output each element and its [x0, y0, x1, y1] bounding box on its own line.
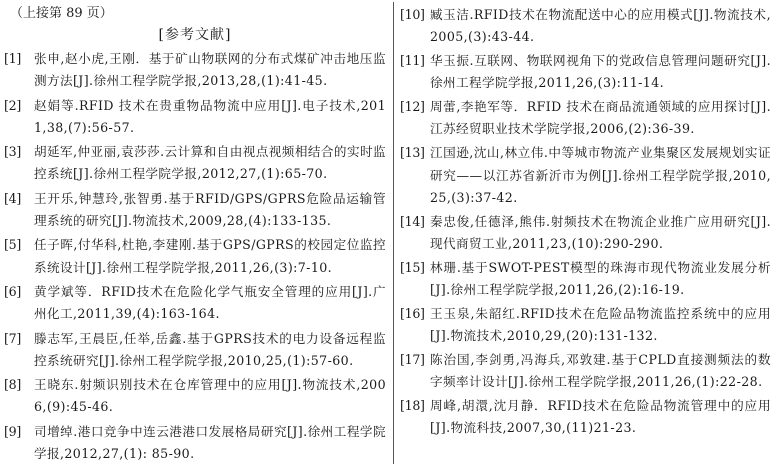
- reference-item: [400, 395, 771, 440]
- reference-number: [7]: [4, 330, 21, 346]
- reference-text: 秦忠俊,任德泽,熊伟.射频技术在物流企业推广应用研究[J].现代商贸工业,2011,23,(10):290-290.: [430, 213, 771, 251]
- reference-number: [1]: [4, 51, 21, 66]
- reference-number: [14]: [400, 213, 425, 229]
- reference-text: 周蕾,李艳军等．RFID 技术在商品流通领域的应用探讨[J].江苏经贸职业技术学院学报,2006,(2):36-39.: [430, 99, 771, 137]
- reference-item: [400, 4, 771, 49]
- reference-item: [4, 95, 386, 140]
- reference-item: [4, 234, 386, 279]
- reference-number: [12]: [400, 99, 425, 115]
- reference-text: 黄学斌等．RFID技术在危险化学气瓶安全管理的应用[J].广州化工,2011,39,(4):163-164.: [34, 283, 386, 322]
- reference-number: [15]: [400, 259, 425, 275]
- reference-number: [18]: [400, 398, 425, 414]
- right-column: [400, 0, 771, 466]
- reference-number: [17]: [400, 351, 425, 367]
- reference-item: [400, 349, 771, 394]
- reference-text: 任子晖,付华科,杜艳,李建刚.基于GPS/GPRS的校园定位监控系统设计[J].徐州工程学院学报,2011,26,(3):7-10.: [34, 237, 386, 275]
- reference-item: [4, 374, 386, 419]
- reference-number: [4]: [4, 190, 21, 206]
- reference-item: [4, 328, 386, 373]
- reference-number: [6]: [4, 283, 21, 299]
- reference-text: 张申,赵小虎,王刚．基于矿山物联网的分布式煤矿冲击地压监测方法[J].徐州工程学院学报,2013,28,(1):41-45.: [34, 51, 386, 89]
- reference-text: 司增绰.港口竞争中连云港港口发展格局研究[J].徐州工程学院学报,2012,27,(1): 85-90.: [34, 423, 386, 462]
- reference-item: [400, 50, 771, 95]
- reference-item: [4, 141, 386, 186]
- reference-number: [5]: [4, 237, 21, 253]
- reference-text: 陈治国,李剑勇,冯海兵,邓敦建.基于CPLD直接测频法的数字频率计设计[J].徐州工程学院学报,2011,26,(1):22-28.: [430, 351, 771, 390]
- reference-number: [10]: [400, 7, 425, 22]
- reference-text: 臧玉洁.RFID技术在物流配送中心的应用模式[J].物流技术,2005,(3):43-44.: [430, 7, 771, 45]
- reference-text: 王晓东.射频识别技术在仓库管理中的应用[J].物流技术,2006,(9):45-46.: [34, 377, 386, 415]
- reference-number: [2]: [4, 97, 21, 113]
- reference-number: [11]: [400, 53, 425, 69]
- reference-item: [4, 281, 386, 326]
- reference-item: [400, 142, 771, 209]
- reference-text: 胡延军,仲亚丽,袁莎莎.云计算和自由视点视频相结合的实时监控系统[J].徐州工程学院学报,2012,27,(1):65-70.: [34, 144, 386, 182]
- reference-number: [9]: [4, 423, 21, 439]
- reference-item: [400, 211, 771, 256]
- reference-text: 赵娟等.RFID 技术在贵重物品物流中应用[J].电子技术,2011,38,(7):56-57.: [34, 97, 386, 135]
- reference-number: [13]: [400, 145, 425, 161]
- reference-item: [4, 188, 386, 233]
- column-divider: [393, 2, 394, 464]
- reference-text: 王玉泉,朱韶红.RFID技术在危险品物流监控系统中的应用[J].物流技术,2010,29,(20):131-132.: [430, 305, 771, 344]
- reference-number: [3]: [4, 144, 21, 160]
- left-column: [4, 0, 386, 466]
- reference-item: [400, 257, 771, 302]
- reference-text: 林珊.基于SWOT-PEST模型的珠海市现代物流业发展分析[J].徐州工程学院学报,2011,26,(2):16-19.: [430, 259, 771, 298]
- reference-text: 江国逊,沈山,林立伟.中等城市物流产业集聚区发展规划实证研究——以江苏省新沂市为例[J].徐州工程学院学报,2010,25,(3):37-42.: [430, 145, 771, 205]
- reference-item: [400, 303, 771, 348]
- continuation-note: （上接第 89 页）: [10, 6, 113, 21]
- reference-text: 华玉振.互联网、物联网视角下的党政信息管理问题研究[J].徐州工程学院学报,2011,26,(3):11-14.: [430, 53, 771, 91]
- reference-text: 滕志军,王晨臣,任举,岳鑫.基于GPRS技术的电力设备远程监控系统研究[J].徐州工程学院学报,2010,25,(1):57-60.: [34, 330, 386, 368]
- references-heading: [参考文献]: [158, 27, 232, 43]
- reference-item: [4, 421, 386, 466]
- reference-item: [400, 96, 771, 141]
- reference-text: 周峰,胡澴,沈月静．RFID技术在危险品物流管理中的应用[J].物流科技,2007,30,(11)21-23.: [430, 398, 771, 436]
- reference-text: 王开乐,钟慧玲,张智勇.基于RFID/GPS/GPRS危险品运输管理系统的研究[J].物流技术,2009,28,(4):133-135.: [34, 190, 386, 229]
- reference-number: [16]: [400, 305, 425, 321]
- reference-item: [4, 48, 386, 93]
- reference-number: [8]: [4, 377, 21, 393]
